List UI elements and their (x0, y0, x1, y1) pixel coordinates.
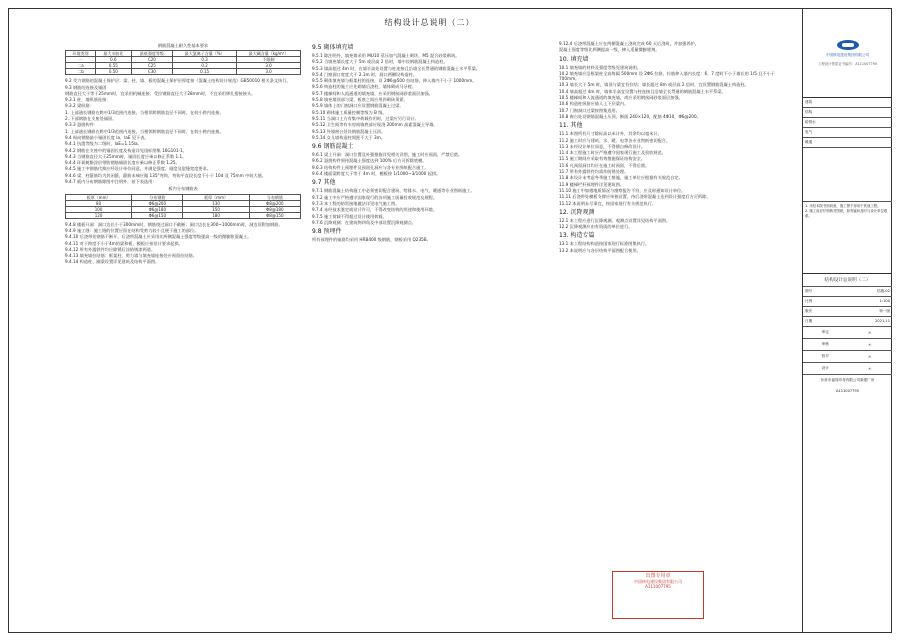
paragraph-line: 9.5.7 楼梯间和人流通道的填充墙，应采用钢丝网砂浆面层加强。 (312, 90, 433, 96)
column-3 (559, 41, 795, 626)
paragraph-line: 9.5.14 女儿墙构造柱间距不大于 3m。 (312, 134, 385, 140)
paragraph-line: 9.12.4 后浇带混凝土应在两侧混凝土浇筑完成 60 天后浇筑，并加强养护。 (559, 41, 699, 46)
table-header: 最大碱含量（kg/m³） (237, 51, 301, 57)
table-header: 最大水胶比 (95, 51, 131, 57)
table-cell: 一 (66, 57, 96, 63)
col2-paragraphs-2 (312, 152, 548, 176)
paragraph-line: 9.5.11 当洞口上方有集中荷载作用时，过梁应另行设计。 (312, 115, 419, 121)
signer-row (803, 339, 892, 351)
table-cell: 80 (66, 200, 132, 206)
note-line: 1. 未经本院书面同意，施工图不得用于其他工程。 (805, 204, 881, 208)
paragraph-line: 9.4.9 施工缝：施工缝的位置应留在结构受剪力较小且便于施工的部位。 (65, 227, 199, 233)
meta-value: 1:100 (879, 299, 890, 303)
signer-label: 审核 (821, 342, 829, 346)
paragraph-line: 混凝土强度等级比两侧提高一级，掺入适量微膨胀剂。 (559, 47, 660, 53)
title-block (802, 9, 892, 632)
col3-paragraphs-11 (559, 131, 795, 206)
section-heading: 13. 构造专篇 (559, 232, 595, 240)
paragraph-line: 10.8 窗台处设钢筋混凝土压顶，断面 240×120，配筋 4Φ10，Φ6@200。 (559, 113, 701, 119)
signer-label: 校对 (821, 354, 829, 358)
paragraph-line: 9.5.10 砌体施工质量控制等级为 B 级。 (312, 109, 387, 115)
paragraph-line: 所有预埋件的锚筋均采用 HRB400 级钢筋，钢板采用 Q235B。 (312, 237, 431, 243)
blank-box (803, 148, 892, 202)
col1-paragraphs-2 (65, 222, 301, 265)
paragraph-line: 9.7.6 沉降观测：在建筑物四角及中部设置沉降观测点。 (312, 219, 417, 225)
paragraph-line: 11.6 凡预留洞口均应在施工时预留，不得后凿。 (559, 162, 650, 168)
project-name: 东营市福同印务有限公司新建厂房 (820, 378, 875, 382)
meta-label: 日期 (805, 319, 813, 323)
paragraph-line: 13.2 本说明应与各层结构平面图配合使用。 (559, 247, 641, 253)
paragraph-line: 11.12 本说明未尽事宜，按国家现行有关规范执行。 (559, 200, 657, 206)
table-cell: 二b (66, 69, 96, 75)
paragraph-line: 钢筋直径大于等于25mm时，宜采用机械连接；受拉钢筋直径大于28mm时，不宜采用绑扎搭接接头。 (65, 90, 256, 96)
slab-table-caption: 板内分布钢筋表 (168, 186, 198, 192)
paragraph-line: 9.4.13 填充墙拉结筋：框架柱、剪力墙与填充墙连接处应预留拉结筋。 (65, 253, 197, 259)
company-name: 中国核电建设集团有限公司 (825, 53, 870, 57)
col1-paragraphs (65, 78, 301, 184)
paragraph-line: 9.6.1 梁上开洞：洞口位置及补强措施详见相关详图，施工时应预留，严禁后凿。 (312, 152, 463, 158)
paragraph-line: 9.4.1 抗震等级为二级时，laE=1.15la。 (65, 141, 142, 147)
paragraph-line: 9.4.6 梁、柱箍筋均为封闭箍，箍筋末端应做 135°弯钩，弯钩平直段长度不小于 10d 及 75mm 中较大值。 (65, 172, 266, 178)
section-heading: 12. 沉降观测 (559, 208, 595, 216)
paragraph-line: 9.2 受力钢筋的混凝土保护层：梁、柱、墙、板的混凝土保护层厚度按《混凝土结构设计规范》GB50010 相关条文执行。 (65, 78, 291, 84)
table-cell: C20 (131, 57, 172, 63)
paragraph-line: 9.5.6 构造柱的施工应先砌墙后浇柱，墙体砌成马牙槎。 (312, 84, 417, 90)
section-heading: 11. 其他 (559, 122, 583, 130)
paragraph-line: 9.3.2 梁纵筋： (65, 103, 94, 109)
paragraph-line: 12.2 沉降观测应由有资质的单位进行。 (559, 224, 633, 230)
signature-icon: ✍ (868, 330, 872, 335)
paragraph-line: 11.7 所有外露铁件均需作防锈处理。 (559, 169, 629, 175)
signature-icon: ✍ (868, 342, 872, 347)
paragraph-line: 10.5 楼梯间和人流通道的填充墙，尚应采用钢丝网砂浆面层加强。 (559, 95, 683, 101)
col3-paragraphs-10 (559, 65, 795, 120)
page-title: 结构设计总说明（二） (384, 18, 475, 27)
meta-label: 比例 (805, 299, 813, 303)
paragraph-line: 9.4.5 施工中钢筋代换应经设计单位同意，并满足强度、刚度及裂缝宽度要求。 (65, 166, 211, 172)
table-cell: 3.0 (237, 63, 301, 69)
column-1 (65, 41, 301, 626)
table-cell: C25 (131, 63, 172, 69)
company-logo-icon (837, 40, 859, 50)
section-heading: 9.6 钢筋混凝土 (312, 143, 354, 151)
paragraph-line: 9.3.1 柱、墙纵筋连接： (65, 97, 111, 103)
meta-row (803, 317, 892, 327)
bottom-code: A111007795 (835, 389, 860, 393)
paragraph-line: 9.7.2 施工中应严格遵守国家现行的各项施工质量验收规范及规程。 (312, 194, 438, 200)
paragraph-line: 9.5.8 填充墙顶部与梁、板底之间应用斜砌砖顶紧。 (312, 97, 408, 103)
paragraph-line: 9.4.8 楼板开洞：洞口边长小于300mm时，钢筋绕过洞口不截断；洞口边长在300~1000mm时，洞边设附加钢筋。 (65, 221, 283, 227)
drawing-content (57, 15, 802, 626)
section-heading: 9.8 预埋件 (312, 228, 342, 236)
discipline-label: 给排水 (805, 120, 816, 124)
paragraph-line: 11.3 未经设计单位同意，不得擅自修改设计。 (559, 143, 646, 149)
table-cell: Φ8@180 (249, 206, 300, 212)
paragraph-line: 9.3 钢筋的连接及锚固 (65, 84, 107, 90)
table-cell: 120 (66, 212, 132, 218)
drawing-title: 结构设计总说明（二） (803, 274, 892, 287)
paragraph-line: 9.4.3 当钢筋直径大于25mm时，锚固长度应乘以修正系数 1.1。 (65, 153, 187, 159)
paragraph-line: 9.7.4 未经技术鉴定或设计许可，不得改变结构的用途和使用环境。 (312, 207, 438, 213)
paragraph-line: 11.1 本图所有尺寸除标高以米计外，其余均以毫米计。 (559, 131, 662, 137)
paragraph-line: 11.5 施工期间应采取有效措施保证结构安全。 (559, 156, 646, 162)
table-row (66, 212, 301, 218)
paragraph-line: 9.4.4 环氧树脂涂层带肋钢筋锚固长度应乘以修正系数 1.25。 (65, 160, 180, 166)
table-cell: 3.0 (237, 69, 301, 75)
discipline-row (803, 98, 892, 108)
table-header: 分布钢筋 (249, 194, 300, 200)
table-cell: Φ8@150 (249, 212, 300, 218)
col2-paragraphs-4 (312, 237, 548, 242)
discipline-row (803, 108, 892, 118)
paragraph-line: 2. 下部钢筋在支座处锚固。 (65, 116, 117, 122)
durability-table (65, 50, 301, 75)
column-2 (312, 41, 548, 626)
signature-icon: ✍ (868, 366, 872, 371)
table-cell: Φ6@200 (132, 200, 183, 206)
paragraph-line: 9.5.9 墙体上的门窗洞口应设置钢筋混凝土过梁。 (312, 103, 404, 109)
paragraph-line: 9.5.4 门窗洞口宽度大于 2.1m 时，洞口两侧设构造柱。 (312, 71, 417, 77)
paragraph-line: 10.1 填充墙的材料及强度等级见建筑说明。 (559, 64, 641, 70)
paragraph-line: 9.4.7 板内分布钢筋除图中注明外，按下表选用： (65, 179, 157, 185)
col3-paragraphs-13 (559, 241, 795, 253)
discipline-label: 暖通 (805, 140, 813, 144)
table-cell: C30 (131, 69, 172, 75)
paragraph-line: 10.3 墙长大于 5m 时，墙顶与梁宜有拉结；墙长超过 8m 或层高 2 倍时，宜设置钢筋混凝土构造柱。 (559, 82, 749, 88)
meta-value: 结施-02 (876, 289, 890, 293)
approval-stamp (612, 571, 704, 619)
paragraph-line: 11.4 本工程施工时应严格遵守国家现行施工及验收规范。 (559, 150, 666, 156)
paragraph-line: 1. 上部通长钢筋在跨中1/3范围内连接，当相邻跨钢筋直径不同时，在较小跨内连接。 (65, 128, 224, 134)
paragraph-line: 9.4 纵向钢筋最小锚固长度 la、laE 见下表。 (65, 134, 149, 140)
table-cell: 180 (183, 212, 249, 218)
paragraph-line: 10.7 门窗洞口过梁按图集选用。 (559, 107, 620, 113)
signature-icon: ✍ (868, 354, 872, 359)
table-cell: Φ8@200 (249, 200, 300, 206)
paragraph-line: 12.1 本工程应进行沉降观测，观测点设置详见结构平面图。 (559, 217, 671, 223)
discipline-label: 建筑 (805, 100, 813, 104)
discipline-label: 电气 (805, 130, 813, 134)
paragraph-line: 9.7.3 本工程的防雷接地做法详见电气施工图。 (312, 200, 400, 206)
paragraph-line: 10.6 构造柱纵筋应锚入上下层梁内。 (559, 101, 629, 107)
stamp-title: 出图专用章 (645, 573, 671, 579)
paragraph-line: 11.2 施工时应与建筑、水、暖、电等各专业图纸密切配合。 (559, 137, 671, 143)
paragraph-line: 9.4.14 构造柱、圈梁设置详见建筑及结构平面图。 (65, 259, 160, 265)
table-cell: 0.2 (173, 63, 237, 69)
table-header: 板厚（mm） (183, 194, 249, 200)
table-header: 最大氯离子含量（%） (173, 51, 237, 57)
section-heading: 10. 填充墙 (559, 55, 589, 63)
paragraph-line: 9.5.3 墙高超过 4m 时，在墙半高处设置与柱连接且沿墙全长贯通的钢筋混凝土水平系梁。 (312, 65, 480, 71)
paragraph-line: 1. 上部通长钢筋在跨中1/3范围内连接，当相邻跨钢筋直径不同时，在较小跨内连接。 (65, 109, 224, 115)
paragraph-line: 9.5.12 卫生间等有水房间墙底部应现浇 200mm 高素混凝土导墙。 (312, 122, 438, 128)
discipline-row (803, 118, 892, 128)
stamp-number: A111007795 (645, 584, 671, 589)
paragraph-line: 11.9 楼梯栏杆预埋件详见建筑图。 (559, 181, 625, 187)
col3-paragraphs-12 (559, 218, 795, 230)
durability-table-caption: 钢筋混凝土耐久性基本要求 (157, 43, 209, 48)
paragraph-line: 9.5.2 当填充墙长度大于 5m 或层高 2 倍时，墙中设钢筋混凝土构造柱。 (312, 59, 448, 65)
stamp-company: 中国核电建设集团有限公司 (634, 579, 682, 584)
meta-value: 2021.11 (875, 319, 890, 323)
meta-row (803, 307, 892, 317)
paragraph-line: 9.4.12 所有外露铁件均应除锈后涂防锈漆两道。 (65, 246, 156, 252)
paragraph-line: 11.8 本设计未考虑冬季施工措施，施工单位应根据有关规范自定。 (559, 175, 683, 181)
signer-row (803, 363, 892, 375)
paragraph-line: 9.5.13 外墙窗台处设钢筋混凝土压顶。 (312, 128, 386, 134)
col2-paragraphs-3 (312, 188, 548, 225)
col2-paragraphs (312, 53, 548, 140)
meta-label: 版次 (805, 309, 813, 313)
table-cell: 130 (183, 200, 249, 206)
paragraph-line: 9.3.3 悬挑构件： (65, 122, 98, 128)
paragraph-line: 9.6.4 楼面梁跨度大于等于 4m 时，模板按 1/1000~3/1000 起拱。 (312, 171, 441, 177)
table-cell: Φ6@180 (132, 206, 183, 212)
table-row (66, 69, 301, 75)
table-cell: 0.3 (173, 57, 237, 63)
signer-label: 审定 (821, 330, 829, 334)
col3-paragraphs (559, 41, 795, 53)
paragraph-line: 9.4.10 后浇带处钢筋不断开，后浇带混凝土应采用比两侧混凝土强度等级提高一级的微膨胀混凝土。 (65, 234, 252, 240)
discipline-row (803, 138, 892, 148)
paragraph-line: 9.6.3 结构构件上预埋件及预留孔洞应与各专业图纸配合施工。 (312, 164, 429, 170)
table-cell: 0.50 (95, 69, 131, 75)
section-heading: 9.7 其他 (312, 179, 336, 187)
signer-label: 设计 (821, 366, 829, 370)
paragraph-line: 13.1 本工程结构构造按国家现行标准图集执行。 (559, 241, 650, 247)
signer-row (803, 351, 892, 363)
table-header: 环境类别 (66, 51, 96, 57)
table-cell: 不限制 (237, 57, 301, 63)
table-cell: 100 (66, 206, 132, 212)
meta-value: 第一版 (879, 309, 890, 313)
table-cell: Φ6@150 (132, 212, 183, 218)
discipline-row (803, 128, 892, 138)
meta-label: 图号 (805, 289, 813, 293)
paragraph-line: 9.7.1 钢筋混凝土结构施工中必须密切配合建筑、给排水、电气、暖通等专业图纸施工。 (312, 188, 475, 194)
table-header: 最低强度等级 (131, 51, 172, 57)
paragraph-line: 9.4.11 对于跨度不小于4m的梁和板，模板应按设计要求起拱。 (65, 240, 183, 246)
paragraph-line: 10.2 填充墙应沿框架柱全高每隔 500mm 设 2Φ6 拉筋，拉筋伸入墙内长度：6、7 度时不小于墙长的 1/5 且不小于 700mm。 (559, 70, 775, 82)
company-license: 工程设计资质证书编号：A111007795 (817, 62, 878, 66)
paragraph-line: 11.11 后浇带处模板支撑应单独设置，待后浇带混凝土达到设计强度后方可拆除。 (559, 194, 711, 200)
table-cell: 0.15 (173, 69, 237, 75)
paragraph-line: 10.4 墙高超过 4m 时，墙体半高宜设置与柱连接且沿墙全长贯通的钢筋混凝土水平系梁。 (559, 88, 726, 94)
drawing-sheet (8, 8, 892, 633)
paragraph-line: 11.10 施工中如遇地质情况与勘察报告不符，应及时通知设计单位。 (559, 187, 686, 193)
note-line: 2. 施工前应仔细核对图纸，如有疑问及时与设计单位联系。 (805, 209, 888, 218)
table-cell: 0.55 (95, 63, 131, 69)
meta-row (803, 287, 892, 297)
paragraph-line: 9.4.2 钢筋在支座中的锚固长度及构造详见国标图集 16G101-1。 (65, 147, 187, 153)
paragraph-line: 9.7.5 施工荷载不得超过设计使用荷载。 (312, 213, 387, 219)
paragraph-line: 9.6.2 悬挑构件须待混凝土强度达到 100% 后方可拆除底模。 (312, 158, 427, 164)
table-cell: 二a (66, 63, 96, 69)
discipline-label: 结构 (805, 110, 813, 114)
paragraph-line: 9.5.5 砌体填充墙与框架柱的连接，设 2Φ6@500 拉结筋，伸入墙内不小于 1000mm。 (312, 78, 477, 84)
slab-distribution-table (65, 194, 301, 219)
paragraph-line: 9.5.1 除注明外，填充墙采用 MU10 蒸压加气混凝土砌块，M5 混合砂浆砌筑。 (312, 53, 460, 58)
table-cell: 0.6 (95, 57, 131, 63)
section-heading: 9.5 砌体填充墙 (312, 44, 354, 51)
title-block-notes (803, 202, 892, 274)
signer-row (803, 327, 892, 339)
table-cell: 150 (183, 206, 249, 212)
table-header: 板厚（mm） (66, 194, 132, 200)
table-header: 分布钢筋 (132, 194, 183, 200)
meta-row (803, 297, 892, 307)
company-logo-area (803, 9, 892, 98)
